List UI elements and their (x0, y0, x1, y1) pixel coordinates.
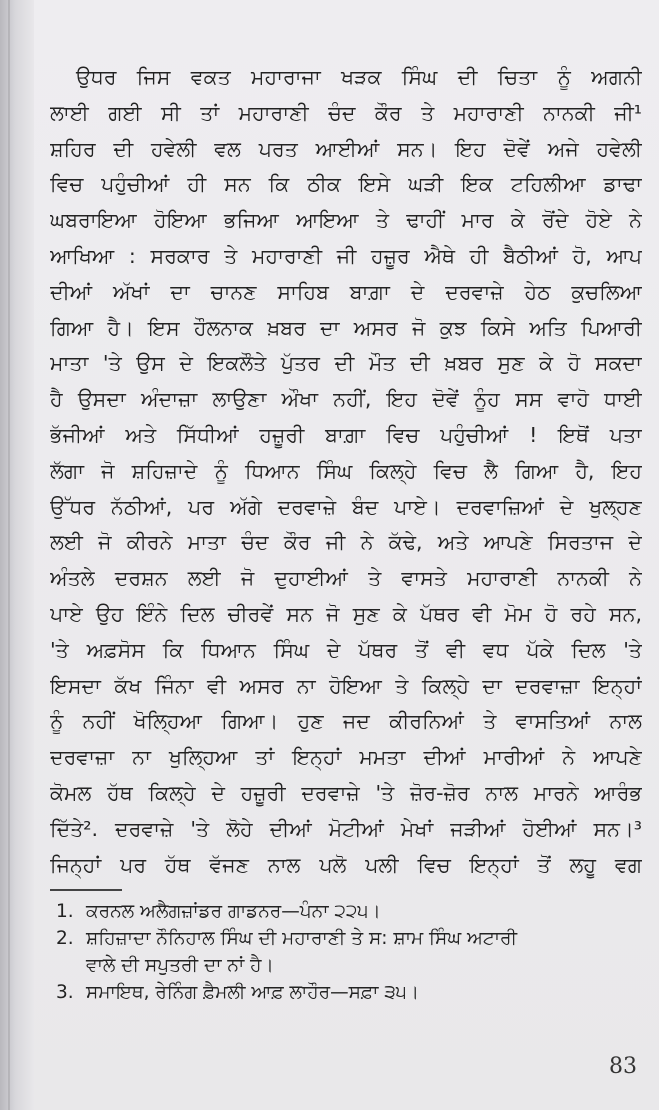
text-line: ਭੱਜੀਆਂ ਅਤੇ ਸਿੱਧੀਆਂ ਹਜ਼ੂਰੀ ਬਾਗ਼ਾ ਵਿਚ ਪਹੁੰਚੀਆਂ ! ਇਥੋਂ ਪਤਾ (50, 422, 642, 447)
text-line: ਸ਼ਹਿਰ ਦੀ ਹਵੇਲੀ ਵਲ ਪਰਤ ਆਈਆਂ ਸਨ। ਇਹ ਦੋਵੇਂ ਅਜੇ ਹਵੇਲੀ (50, 136, 642, 161)
text-line: ਪਾਏ ਉਹ ਇੰਨੇ ਦਿਲ ਚੀਰਵੇਂ ਸਨ ਜੋ ਸੁਣ ਕੇ ਪੱਥਰ ਵੀ ਮੋਮ ਹੋ ਰਹੇ ਸਨ, (50, 601, 642, 626)
text-line: ਘਬਰਾਇਆ ਹੋਇਆ ਭਜਿਆ ਆਇਆ ਤੇ ਢਾਹੀਂ ਮਾਰ ਕੇ ਰੋਂਦੇ ਹੋਏ ਨੇ (50, 208, 642, 233)
footnote-number: 2. (56, 928, 74, 949)
text-line: ਹੈ ਉਸਦਾ ਅੰਦਾਜ਼ਾ ਲਾਉਣਾ ਔਖਾ ਨਹੀਂ, ਇਹ ਦੋਵੇਂ ਨੂੰਹ ਸਸ ਵਾਹੋ ਧਾਈ (50, 387, 642, 412)
facing-page-edge (0, 0, 34, 1110)
text-line: ਇਸਦਾ ਕੱਖ ਜਿੰਨਾ ਵੀ ਅਸਰ ਨਾ ਹੋਇਆ ਤੇ ਕਿਲ੍ਹੇ ਦਾ ਦਰਵਾਜ਼ਾ ਇਨ੍ਹਾਂ (50, 673, 642, 698)
text-line: ਲਾਈ ਗਈ ਸੀ ਤਾਂ ਮਹਾਰਾਣੀ ਚੰਦ ਕੌਰ ਤੇ ਮਹਾਰਾਣੀ ਨਾਨਕੀ ਜੀ¹ (50, 100, 642, 125)
text-line: ਅੰਤਲੇ ਦਰਸ਼ਨ ਲਈ ਜੋ ਦੁਹਾਈਆਂ ਤੇ ਵਾਸਤੇ ਮਹਾਰਾਣੀ ਨਾਨਕੀ ਨੇ (50, 566, 642, 591)
footnote-text: ਸਮਾਇਥ, ਰੇਨਿੰਗ ਫ਼ੈਮਲੀ ਆਫ਼ ਲਾਹੌਰ—ਸਫ਼ਾ ੩੫। (86, 982, 420, 1003)
footnote-line (50, 979, 640, 1006)
page-number: 83 (609, 1054, 637, 1079)
footnote-text: ਕਰਨਲ ਅਲੈਗਜ਼ਾਂਡਰ ਗਾਡਨਰ—ਪੰਨਾ ੨੨੫। (86, 901, 381, 922)
footnotes (50, 898, 640, 1006)
text-line: ਕੋਮਲ ਹੱਥ ਕਿਲ੍ਹੇ ਦੇ ਹਜ਼ੂਰੀ ਦਰਵਾਜ਼ੇ 'ਤੇ ਜ਼ੋਰ-ਜ਼ੋਰ ਨਾਲ ਮਾਰਨੇ ਆਰੰਭ (50, 780, 642, 805)
text-line: ਦਰਵਾਜ਼ਾ ਨਾ ਖੁਲ੍ਹਿਆ ਤਾਂ ਇਨ੍ਹਾਂ ਮਮਤਾ ਦੀਆਂ ਮਾਰੀਆਂ ਨੇ ਆਪਣੇ (50, 745, 642, 770)
text-line: ਲੱਗਾ ਜੋ ਸ਼ਹਿਜ਼ਾਦੇ ਨੂੰ ਧਿਆਨ ਸਿੰਘ ਕਿਲ੍ਹੇ ਵਿਚ ਲੈ ਗਿਆ ਹੈ, ਇਹ (50, 458, 642, 483)
text-line: ਵਿਚ ਪਹੁੰਚੀਆਂ ਹੀ ਸਨ ਕਿ ਠੀਕ ਇਸੇ ਘੜੀ ਇਕ ਟਹਿਲੀਆ ਡਾਢਾ (50, 172, 642, 197)
text-line: ਮਾਤਾ 'ਤੇ ਉਸ ਦੇ ਇਕਲੌਤੇ ਪੁੱਤਰ ਦੀ ਮੌਤ ਦੀ ਖ਼ਬਰ ਸੁਣ ਕੇ ਹੋ ਸਕਦਾ (50, 351, 642, 376)
text-line: ਨੂੰ ਨਹੀਂ ਖੋਲ੍ਹਿਆ ਗਿਆ। ਹੁਣ ਜਦ ਕੀਰਨਿਆਂ ਤੇ ਵਾਸਤਿਆਂ ਨਾਲ (50, 709, 642, 734)
footnote-separator (50, 889, 122, 891)
footnote-text: ਵਾਲੇ ਦੀ ਸਪੁਤਰੀ ਦਾ ਨਾਂ ਹੈ। (86, 955, 274, 976)
text-line: ਜਿਨ੍ਹਾਂ ਪਰ ਹੱਥ ਵੱਜਣ ਨਾਲ ਪਲੋ ਪਲੀ ਵਿਚ ਇਨ੍ਹਾਂ ਤੋਂ ਲਹੂ ਵਗ (50, 852, 642, 877)
text-line: ਦੀਆਂ ਅੱਖਾਂ ਦਾ ਚਾਨਣ ਸਾਹਿਬ ਬਾਗ਼ਾ ਦੇ ਦਰਵਾਜ਼ੇ ਹੇਠ ਕੁਚਲਿਆ (50, 279, 642, 304)
footnote-number: 3. (56, 982, 74, 1003)
text-line: ਲਈ ਜੋ ਕੀਰਨੇ ਮਾਤਾ ਚੰਦ ਕੌਰ ਜੀ ਨੇ ਕੱਢੇ, ਅਤੇ ਆਪਣੇ ਸਿਰਤਾਜ ਦੇ (50, 530, 642, 555)
footnote-line (50, 925, 640, 952)
footnote-text: ਸ਼ਹਿਜ਼ਾਦਾ ਨੌਨਿਹਾਲ ਸਿੰਘ ਦੀ ਮਹਾਰਾਣੀ ਤੇ ਸ: ਸ਼ਾਮ ਸਿੰਘ ਅਟਾਰੀ (86, 928, 518, 949)
text-line: ਗਿਆ ਹੈ। ਇਸ ਹੌਲਨਾਕ ਖ਼ਬਰ ਦਾ ਅਸਰ ਜੋ ਕੁਝ ਕਿਸੇ ਅਤਿ ਪਿਆਰੀ (50, 315, 642, 340)
body-text (50, 60, 642, 883)
text-line: ਆਖਿਆ : ਸਰਕਾਰ ਤੇ ਮਹਾਰਾਣੀ ਜੀ ਹਜ਼ੂਰ ਐਥੇ ਹੀ ਬੈਠੀਆਂ ਹੋ, ਆਪ (50, 243, 642, 268)
text-line: ਦਿੱਤੇ². ਦਰਵਾਜ਼ੇ 'ਤੇ ਲੋਹੇ ਦੀਆਂ ਮੋਟੀਆਂ ਮੇਖਾਂ ਜੜੀਆਂ ਹੋਈਆਂ ਸਨ।³ (50, 816, 642, 841)
footnote-line (50, 898, 640, 925)
text-line: 'ਤੇ ਅਫ਼ਸੋਸ ਕਿ ਧਿਆਨ ਸਿੰਘ ਦੇ ਪੱਥਰ ਤੋਂ ਵੀ ਵਧ ਪੱਕੇ ਦਿਲ 'ਤੇ (50, 637, 642, 662)
footnote-number: 1. (56, 901, 74, 922)
footnote-line (50, 952, 640, 979)
text-line: ਉੱਧਰ ਨੱਠੀਆਂ, ਪਰ ਅੱਗੇ ਦਰਵਾਜ਼ੇ ਬੰਦ ਪਾਏ। ਦਰਵਾਜ਼ਿਆਂ ਦੇ ਖੁਲ੍ਹਣ (50, 494, 642, 519)
text-line: ਉਧਰ ਜਿਸ ਵਕਤ ਮਹਾਰਾਜਾ ਖੜਕ ਸਿੰਘ ਦੀ ਚਿਤਾ ਨੂੰ ਅਗਨੀ (76, 65, 642, 89)
